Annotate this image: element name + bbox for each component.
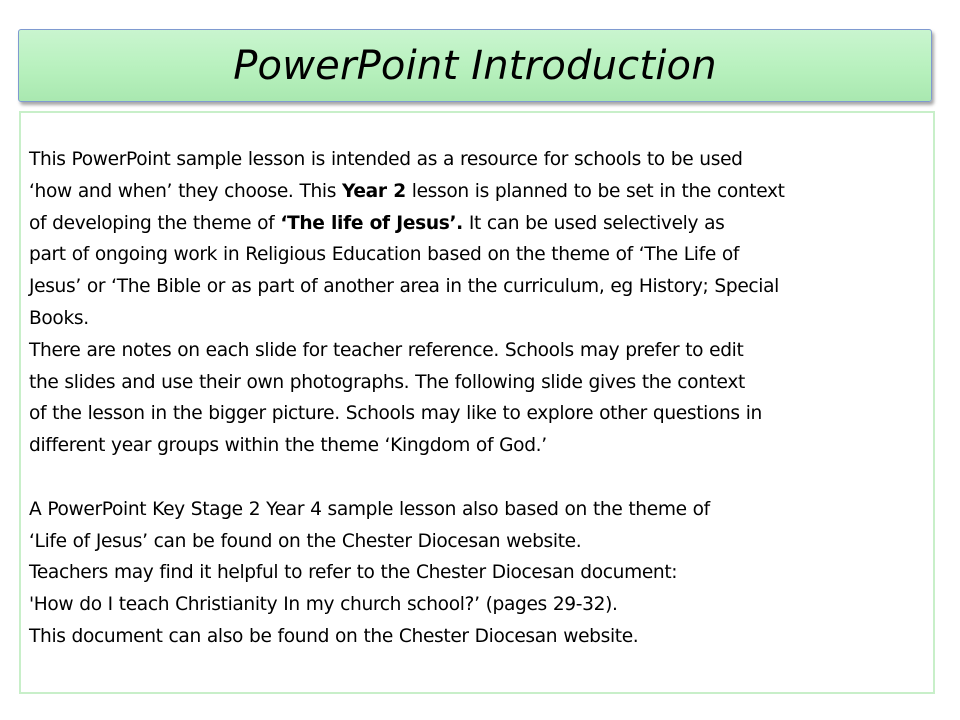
text-line-1 bbox=[29, 144, 934, 176]
text-run: ‘Life of Jesus’ can be found on the Chester Diocesan website. bbox=[29, 530, 582, 552]
text-line-6 bbox=[29, 303, 934, 335]
text-run: of the lesson in the bigger picture. Schools may like to explore other questions in bbox=[29, 403, 762, 425]
text-run: different year groups within the theme ‘Kingdom of God.’ bbox=[29, 435, 547, 457]
text-run: 'How do I teach Christianity In my church school?’ (pages 29-32). bbox=[29, 594, 618, 616]
text-run-bold: ‘The life of Jesus’. bbox=[280, 212, 463, 234]
text-line-15 bbox=[29, 589, 934, 621]
text-run: part of ongoing work in Religious Education based on the theme of ‘The Life of bbox=[29, 244, 740, 266]
body-text bbox=[29, 144, 934, 653]
text-line-13 bbox=[29, 526, 934, 558]
text-run: Jesus’ or ‘The Bible or as part of another area in the curriculum, eg History; Special bbox=[29, 276, 779, 298]
text-line-5 bbox=[29, 271, 934, 303]
text-line-3 bbox=[29, 208, 934, 240]
text-line-14 bbox=[29, 557, 934, 589]
text-line-7 bbox=[29, 335, 934, 367]
blank-line bbox=[29, 462, 934, 494]
text-run: the slides and use their own photographs. The following slide gives the context bbox=[29, 371, 745, 393]
text-run: This document can also be found on the Chester Diocesan website. bbox=[29, 625, 639, 647]
text-line-2 bbox=[29, 176, 934, 208]
text-run: This PowerPoint sample lesson is intended as a resource for schools to be used bbox=[29, 149, 743, 170]
text-line-16 bbox=[29, 621, 934, 653]
title-banner bbox=[18, 29, 932, 102]
text-run: ‘how and when’ they choose. This bbox=[29, 180, 343, 202]
text-line-12 bbox=[29, 494, 934, 526]
text-run: There are notes on each slide for teacher reference. Schools may prefer to edit bbox=[29, 339, 744, 361]
text-line-4 bbox=[29, 239, 934, 271]
text-run: lesson is planned to be set in the context bbox=[405, 180, 785, 202]
text-line-10 bbox=[29, 430, 934, 462]
text-run: Teachers may find it helpful to refer to the Chester Diocesan document: bbox=[29, 562, 678, 584]
text-run: A PowerPoint Key Stage 2 Year 4 sample lesson also based on the theme of bbox=[29, 498, 710, 520]
text-line-8 bbox=[29, 367, 934, 399]
slide-title: PowerPoint Introduction bbox=[233, 42, 717, 89]
text-run: Books. bbox=[29, 307, 89, 329]
text-run: It can be used selectively as bbox=[462, 212, 725, 234]
text-run: of developing the theme of bbox=[29, 212, 281, 234]
text-line-9 bbox=[29, 398, 934, 430]
text-run-bold: Year 2 bbox=[342, 180, 406, 202]
